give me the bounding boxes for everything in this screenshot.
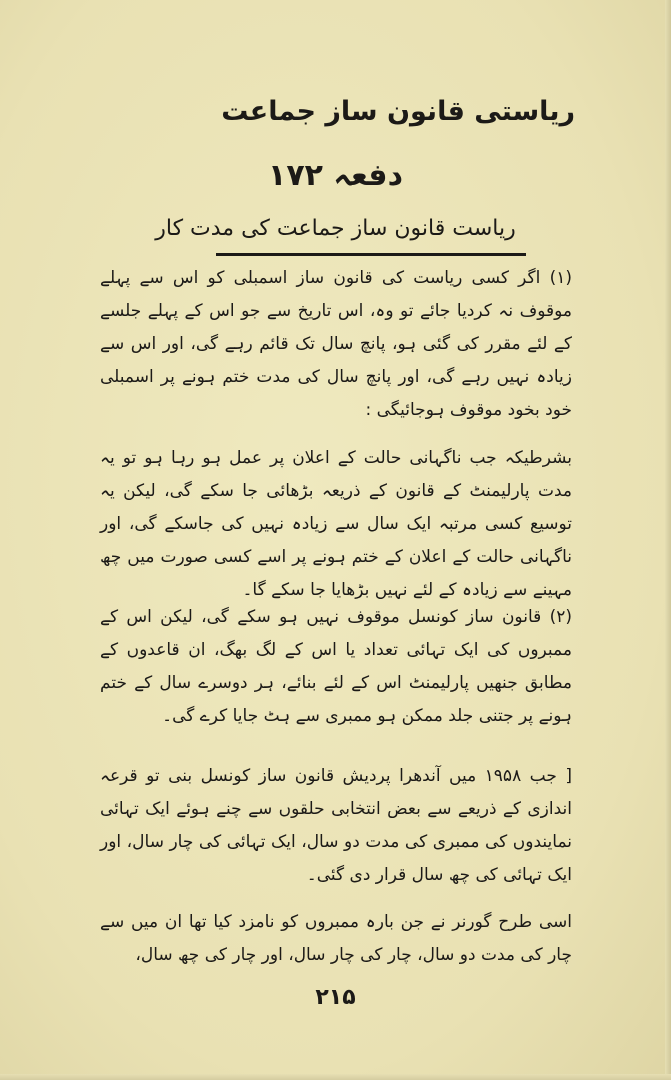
paragraph-clause-1: [100, 262, 572, 427]
page-bottom-edge-shadow: [0, 1074, 671, 1080]
paragraph-text: (۲) قانون ساز کونسل موقوف نہیں ہو سکے گی، لیکن اس کے ممبروں کی ایک تہائی تعداد یا اس کے لگ بھگ، ان قاعدوں کے مطابق جنھیں پارلیمنٹ اس کے لئے بنائے، ہر دوسرے سال کے ختم ہونے پر جتنی جلد ممکن ہو ممبری سے ہٹ جایا کرے گی۔: [100, 607, 572, 726]
paragraph-text: اسی طرح گورنر نے جن بارہ ممبروں کو نامزد کیا تھا ان میں سے چار کی مدت دو سال، چار کی چار سال، اور چار کی چھ سال،: [100, 912, 572, 965]
section-title-underline: [216, 253, 526, 256]
section-title: ریاست قانون ساز جماعت کی مدت کار: [155, 216, 516, 241]
paragraph-proviso: [100, 442, 572, 607]
paragraph-note-nominated: [100, 906, 572, 972]
paragraph-text: (۱) اگر کسی ریاست کی قانون ساز اسمبلی کو اس سے پہلے موقوف نہ کردیا جائے تو وہ، اس تاریخ سے جو اس کے پہلے جلسے کے لئے مقرر کی گئی ہو، پانچ سال تک قائم رہے گی، اور اس سے زیادہ نہیں رہے گی، اور پانچ سال کی مدت ختم ہونے پر اسمبلی خود بخود موقوف ہوجائیگی :: [100, 268, 572, 420]
paragraph-note-andhra: [100, 760, 572, 892]
page-number: ۲۱۵: [315, 985, 356, 1010]
paragraph-clause-2: [100, 601, 572, 733]
section-number: دفعہ ۱۷۲: [268, 158, 403, 193]
paragraph-text: [ جب ۱۹۵۸ میں آندھرا پردیش قانون ساز کونسل بنی تو قرعہ اندازی کے ذریعے سے بعض انتخابی حلقوں سے چنے ہوئے ایک تہائی نمایندوں کی ممبری کی مدت دو سال، ایک تہائی کی چار سال، اور ایک تہائی کی چھ سال قرار دی گئی۔: [100, 766, 572, 885]
paragraph-text: بشرطیکہ جب ناگہانی حالت کے اعلان پر عمل ہو رہا ہو تو یہ مدت پارلیمنٹ کے قانون کے ذریعہ بڑھائی جا سکے گی، لیکن یہ توسیع کسی مرتبہ ایک سال سے زیادہ نہیں کی جاسکے گی، اور ناگہانی حالت کے اعلان کے ختم ہونے پر اسے کسی صورت میں چھ مہینے سے زیادہ کے لئے نہیں بڑھایا جا سکے گا۔: [100, 448, 572, 600]
running-header: ریاستی قانون ساز جماعت: [221, 96, 575, 127]
